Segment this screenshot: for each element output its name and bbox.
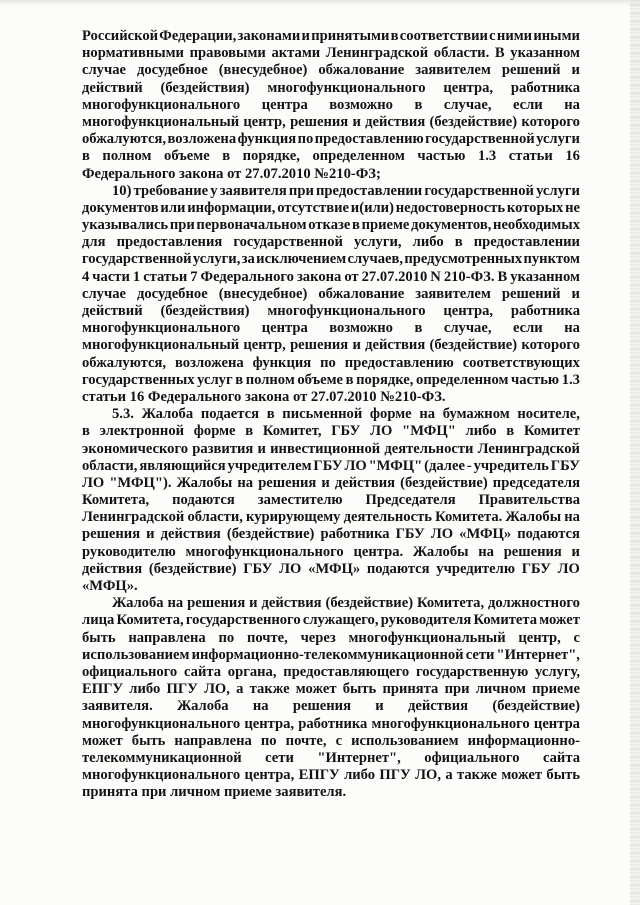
text-line: многофункционального центра, ЕПГУ либо ПГУ ЛО, а также может быть bbox=[82, 767, 580, 784]
text-line: случае досудебное (внесудебное) обжалование заявителем решений и bbox=[82, 62, 580, 79]
text-line: ЛО "МФЦ"). Жалобы на решения и действия (бездействие) председателя bbox=[82, 474, 580, 491]
document-body bbox=[82, 28, 580, 801]
text-line: решения и действия (бездействие) работника ГБУ ЛО «МФЦ» подаются bbox=[82, 526, 580, 543]
text-line: может быть направлена по почте, с использованием информационно- bbox=[82, 732, 580, 749]
text-line: области, являющийся учредителем ГБУ ЛО "МФЦ" (далее - учредитель ГБУ bbox=[82, 457, 580, 474]
text-line: официального сайта органа, предоставляющего государственную услугу, bbox=[82, 663, 580, 680]
text-line: в электронной форме в Комитет, ГБУ ЛО "МФЦ" либо в Комитет bbox=[82, 423, 580, 440]
text-line: указывались при первоначальном отказе в приеме документов, необходимых bbox=[82, 217, 580, 234]
text-line: 10) требование у заявителя при предоставлении государственной услуги bbox=[112, 182, 580, 199]
text-line: документов или информации, отсутствие и(или) недостоверность которых не bbox=[82, 199, 580, 216]
text-line: быть направлена по почте, через многофункциональный центр, с bbox=[82, 629, 580, 646]
text-line: для предоставления государственной услуги, либо в предоставлении bbox=[82, 234, 580, 251]
text-line: многофункционального центра, работника многофункционального центра bbox=[82, 715, 580, 732]
text-line: многофункционального центра возможно в случае, если на bbox=[82, 320, 580, 337]
text-line: экономического развития и инвестиционной деятельности Ленинградской bbox=[82, 440, 580, 457]
scan-right-edge bbox=[630, 0, 640, 905]
text-line: многофункциональный центр, решения и действия (бездействие) которого bbox=[82, 337, 580, 354]
text-line: нормативными правовыми актами Ленинградской области. В указанном bbox=[82, 45, 580, 62]
text-line: Федерального закона от 27.07.2010 №210-ФЗ; bbox=[82, 165, 381, 182]
text-line: многофункционального центра возможно в случае, если на bbox=[82, 96, 580, 113]
text-line: «МФЦ». bbox=[82, 578, 138, 594]
text-line: лица Комитета, государственного служащего, руководителя Комитета может bbox=[82, 612, 580, 629]
text-line: руководителю многофункционального центра. Жалобы на решения и bbox=[82, 543, 580, 560]
text-line: в полном объеме в порядке, определенном частью 1.3 статьи 16 bbox=[82, 148, 580, 165]
text-line: ЕПГУ либо ПГУ ЛО, а также может быть принята при личном приеме bbox=[82, 681, 580, 698]
text-line: Ленинградской области, курирующему деятельность Комитета. Жалобы на bbox=[82, 509, 580, 526]
text-line: обжалуются, возложена функция по предоставлению соответствующих bbox=[82, 354, 580, 371]
text-line: 4 части 1 статьи 7 Федерального закона от 27.07.2010 N 210-ФЗ. В указанном bbox=[82, 268, 580, 285]
text-line: телекоммуникационной сети "Интернет", официального сайта bbox=[82, 749, 580, 766]
text-line: действий (бездействия) многофункционального центра, работника bbox=[82, 303, 580, 319]
text-line: действий (бездействия) многофункционального центра, работника bbox=[82, 79, 580, 96]
text-line: статьи 16 Федерального закона от 27.07.2010 №210-ФЗ. bbox=[82, 388, 446, 405]
text-line: 5.3. Жалоба подается в письменной форме на бумажном носителе, bbox=[112, 406, 580, 423]
text-line: использованием информационно-телекоммуникационной сети "Интернет", bbox=[82, 646, 580, 663]
text-line: заявителя. Жалоба на решения и действия (бездействие) bbox=[82, 698, 580, 715]
text-line: случае досудебное (внесудебное) обжалование заявителем решений и bbox=[82, 285, 580, 302]
text-line: многофункциональный центр, решения и действия (бездействие) которого bbox=[82, 113, 580, 130]
text-line: действия (бездействие) ГБУ ЛО «МФЦ» подаются учредителю ГБУ ЛО bbox=[82, 560, 580, 577]
text-line: Комитета, подаются заместителю Председателя Правительства bbox=[82, 492, 580, 509]
scan-top-edge bbox=[0, 0, 640, 6]
text-line: государственных услуг в полном объеме в порядке, определенном частью 1.3 bbox=[82, 371, 580, 388]
text-line: принята при личном приеме заявителя. bbox=[82, 784, 347, 801]
text-line: обжалуются, возложена функция по предоставлению государственной услуги bbox=[82, 131, 580, 148]
text-line: Жалоба на решения и действия (бездействие) Комитета, должностного bbox=[112, 595, 580, 612]
text-line: Российской Федерации, законами и принятыми в соответствии с ними иными bbox=[82, 28, 580, 44]
text-line: государственной услуги, за исключением случаев, предусмотренных пунктом bbox=[82, 251, 580, 268]
